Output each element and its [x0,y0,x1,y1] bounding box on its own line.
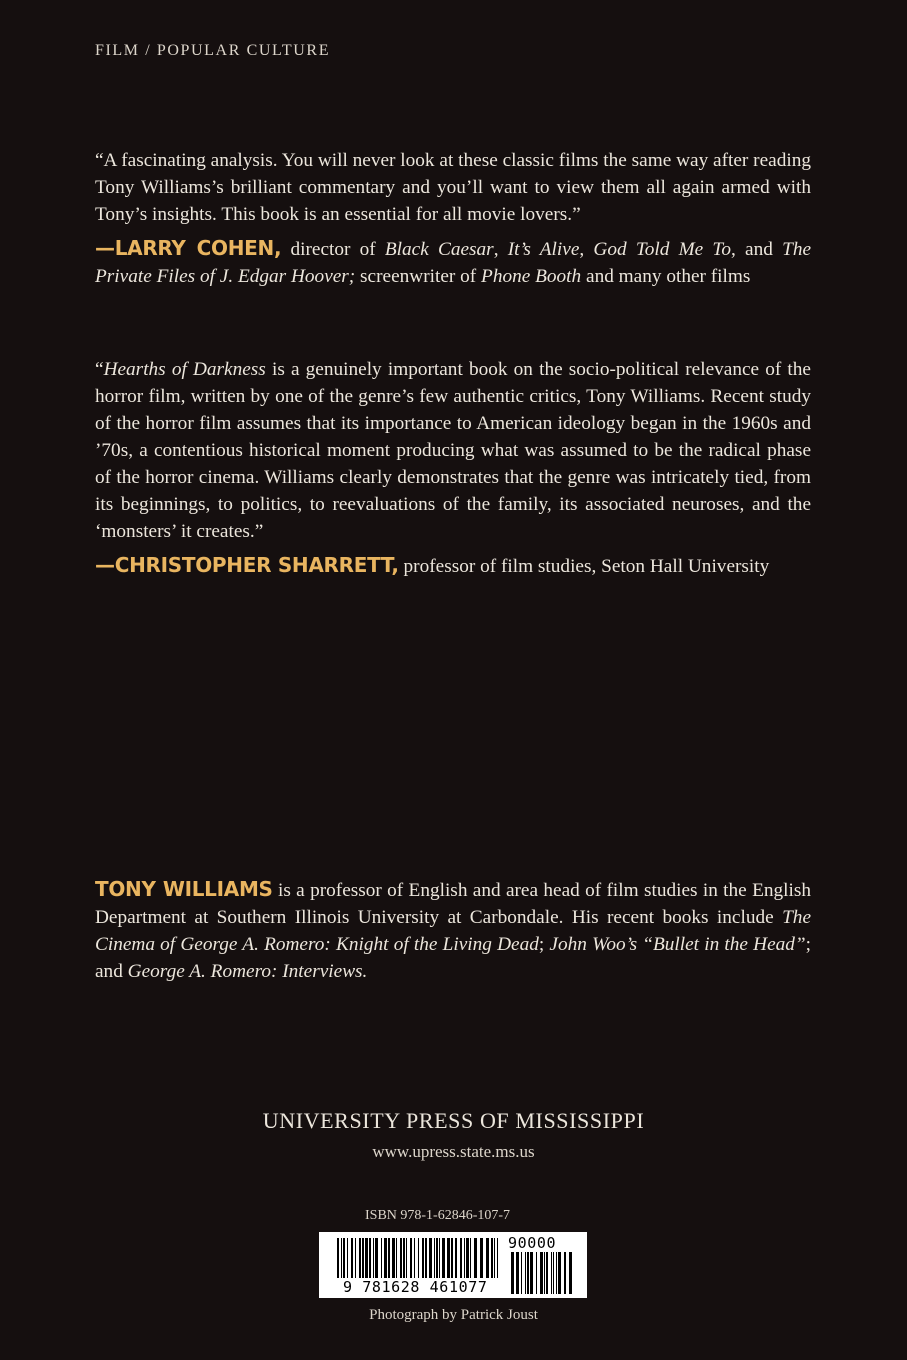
publisher-name: UNIVERSITY PRESS OF MISSISSIPPI [262,1108,645,1133]
book-title: Hearths of Darkness [103,359,266,380]
barcode-digits: 9 781628 461077 [343,1278,488,1296]
blurb-quote: “A fascinating analysis. You will never look at these classic films the same way after reading Tony Williams’s brilliant commentary and you’ll want to view them all again armed with Tony’s insights. This book is an essential for all movie lovers.” [95,150,811,225]
barcode-addon-digits: 90000 [508,1234,557,1252]
bio-text [95,876,811,985]
bio-body: is a professor of English and area head of film studies in the English Department at Southern Illinois University at Carbondale. His recent books include [95,880,811,928]
attribution-text: director of [281,239,385,260]
quote-mark: “ [95,359,104,380]
photo-credit: Photograph by Patrick Joust [369,1307,538,1323]
book-title: George A. Romero: Interviews. [127,961,368,982]
author-affiliation: professor of film studies, Seton Hall University [398,556,770,577]
author-bio [95,876,811,985]
blurb-attribution [95,235,811,290]
author-name: TONY WILLIAMS [95,877,273,901]
film-title: It’s Alive [507,239,580,260]
blurb-larry-cohen [95,147,811,290]
category-label: FILM / POPULAR CULTURE [95,42,331,59]
film-title: God Told Me To [593,239,732,260]
bio-body: ; [538,934,550,955]
blurb-quote [95,356,811,545]
book-title: The Cinema of George A. Romero: Knight of the Living Dead [95,907,811,955]
blurb-attribution [95,552,811,580]
attribution-text: screenwriter of [355,266,482,287]
publisher-url: www.upress.state.ms.us [372,1142,535,1161]
film-title: Phone Booth [481,266,582,287]
attribution-text: and many other films [581,266,751,287]
barcode [319,1232,587,1298]
blurb-author-name: —CHRISTOPHER SHARRETT, [95,553,399,577]
bio-body: ; and [95,934,811,982]
quote-text: is a genuinely important book on the socio-political relevance of the horror film, written by one of the genre’s few authentic critics, Tony Williams. Recent study of the horror film assumes that its importance to American ideology began in the 1960s and ’70s, a contentious historical moment producing what was assumed to be the radical phase of the horror cinema. Williams clearly demonstrates that the genre was intricately tied, from its beginnings, to politics, to reevaluations of the family, its associated neuroses, and the ‘monsters’ it creates.” [95,359,811,542]
film-title: Black Caesar [384,239,494,260]
film-title: The Private Files of J. Edgar Hoover; [95,239,812,287]
book-title: John Woo’s “Bullet in the Head” [549,934,806,955]
attribution-text: , [579,239,594,260]
isbn-text: ISBN 978-1-62846-107-7 [365,1208,511,1223]
attribution-text: , [493,239,508,260]
attribution-text: , and [731,239,783,260]
blurb-christopher-sharrett [95,356,811,580]
blurb-author-name: —LARRY COHEN, [95,236,282,260]
